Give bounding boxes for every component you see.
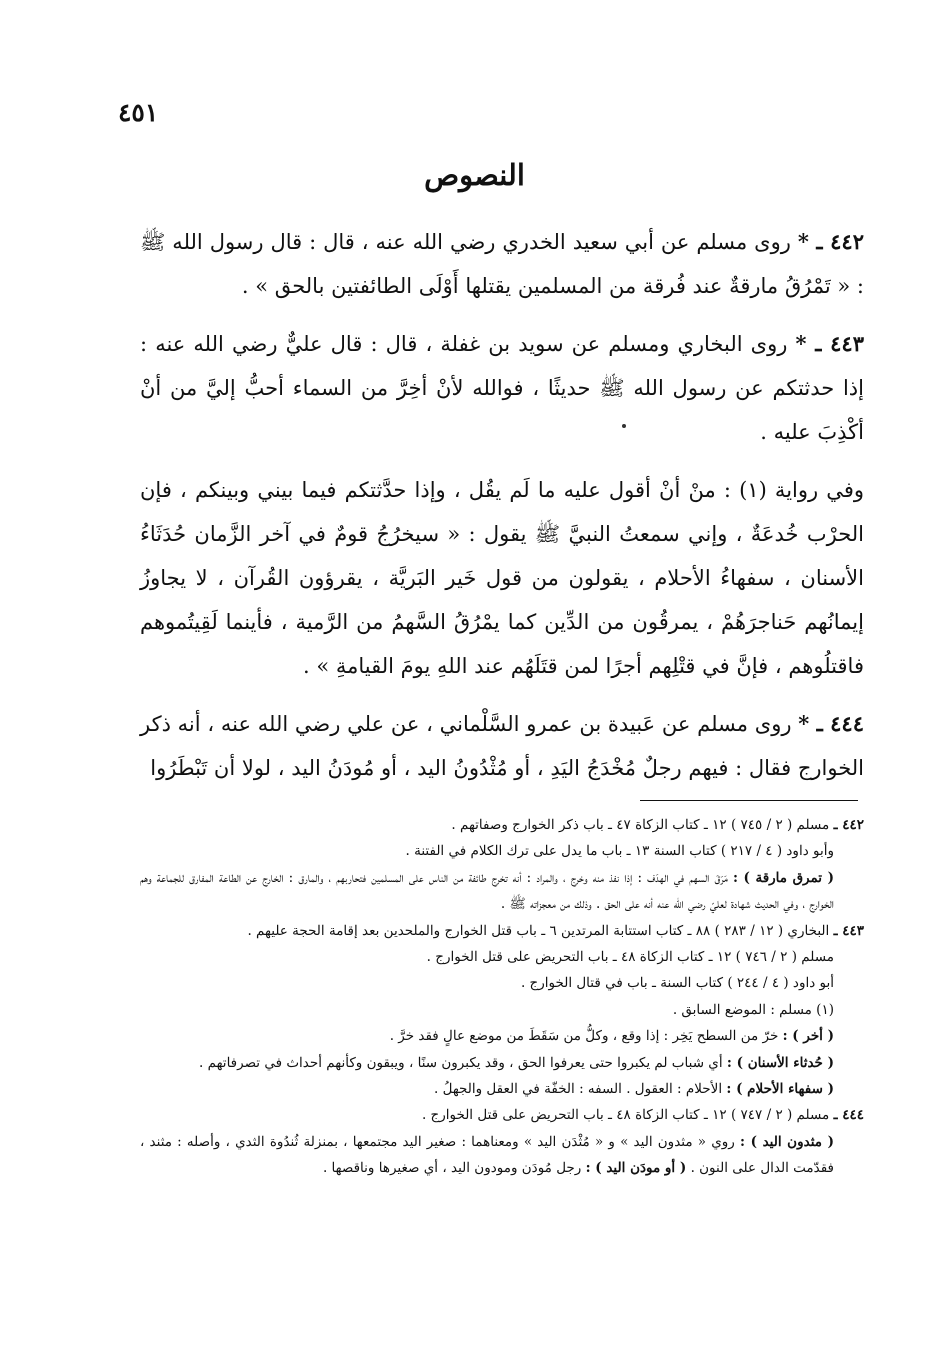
gloss-term: ( حُدثاء الأسنان ) : <box>726 1054 834 1071</box>
gloss-text: روي « مثدون اليد » و « مُثْدَن اليد » ومعناهما : صغير اليد مجتمعها ، بمنزلة ثُندُوة الثدي ، وأصله : مثند ، فقدّمت الدال على النون . <box>140 1133 834 1177</box>
hadith-text: روى مسلم عن عَبيدة بن عمرو السَّلْماني ، عن علي رضي الله عنه ، أنه ذكر الخوارج فقال : فيهم رجلٌ مُخْدَجُ اليَدِ ، أو مُثْدُونُ اليد ، أو مُودَنُ اليد ، لولا أن تَبْطَرُوا <box>140 712 864 780</box>
riwaya-paragraph: وفي رواية (١) : منْ أنْ أقول عليه ما لَم يقُل ، وإذا حدَّثتكم فيما بيني وبينكم ، فإن الحرْب خُدعَةٌ ، وإني سمعتُ النبيَّ ﷺ يقول : « سيخرُجُ قومٌ في آخر الزَّمان حُدَثَاءُ الأسنان ، سفهاءُ الأحلام ، يقولون من قول خَير البَريَّة ، يقرؤون القُرآن ، لا يجاوزُ إيمانُهم حَناجرَهُمْ ، يمرقُون من الدِّين كما يمْرُقُ السَّهمُ من الرَّمية ، فأينما لَقِيتُموهم فاقتلُوهم ، فإنَّ في قتْلِهم أجرًا لمن قتَلَهُم عند اللهِ يومَ القيامةِ » . <box>140 478 864 678</box>
footnote-line <box>140 918 864 944</box>
footnote-number: ٤٤٣ ـ <box>833 922 864 939</box>
footnote-text: مسلم ( ٢ / ٧٤٥ ) ١٢ ـ كتاب الزكاة ٤٧ ـ باب ذكر الخوارج وصفاتهم . <box>451 817 830 833</box>
footnotes <box>140 812 864 1182</box>
hadith-text: روى البخاري ومسلم عن سويد بن غفلة ، قال : قال عليٌّ رضي الله عنه : إذا حدثتكم عن رسول الله ﷺ حديثًا ، فوالله لأنْ أخِرَّ من السماء أحبُّ إليَّ من أنْ أكْذِبَ عليه . <box>140 332 864 444</box>
gloss-term: ( مثدون اليد ) : <box>740 1133 834 1150</box>
footnote-divider <box>640 800 858 801</box>
main-text <box>140 220 864 804</box>
hadith-number: ٤٤٣ ـ * <box>795 331 864 356</box>
footnote-number: ٤٤٢ ـ <box>833 817 864 833</box>
gloss-text: الأحلام : العقول . السفه : الخفّة في العقل والجهلُ . <box>434 1081 723 1098</box>
hadith-number: ٤٤٢ ـ * <box>797 229 864 254</box>
footnote-line: أبو داود ( ٤ / ٢٤٤ ) كتاب السنة ـ باب في قتال الخوارج . <box>520 975 834 992</box>
hadith-444 <box>140 702 864 790</box>
footnote-text: البخاري ( ١٢ / ٢٨٣ ) ٨٨ ـ كتاب استتابة المرتدين ٦ ـ باب قتل الخوارج والملحدين بعد إقامة الحجة عليهم . <box>247 922 830 939</box>
hadith-text: روى مسلم عن أبي سعيد الخدري رضي الله عنه ، قال : قال رسول الله ﷺ : « تَمْرُقُ مارقةٌ عند فُرقة من المسلمين يقتلها أَوْلَى الطائفتين بالحق » . <box>140 230 864 298</box>
gloss-text: أي شباب لم يكبروا حتى يعرفوا الحق ، وقد يكبرون سنًا ، ويبقون وكأنهم أحداث في تصرفاتهم . <box>199 1054 723 1071</box>
footnote-text: مسلم ( ٢ / ٧٤٧ ) ١٢ ـ كتاب الزكاة ٤٨ ـ باب التحريض على قتل الخوارج . <box>421 1107 830 1124</box>
gloss-term: ( أو مودَن اليد ) : <box>585 1160 687 1177</box>
gloss-text: خرّ من السطح يَخِر : إذا وقع ، وكلُّ من سَقَطَ من موضع عالٍ فقد خرَّ . <box>389 1028 779 1045</box>
footnote-line <box>140 1050 864 1076</box>
stray-mark <box>622 424 626 428</box>
footnote-line: (١) مسلم : الموضع السابق . <box>672 1001 834 1018</box>
gloss-term: ( أخر ) : <box>782 1028 834 1045</box>
footnote-line <box>140 1023 864 1049</box>
section-title: النصوص <box>424 158 525 192</box>
footnote-line <box>140 812 864 838</box>
footnote-line <box>140 865 864 918</box>
footnote-line <box>140 1102 864 1128</box>
hadith-443 <box>140 322 864 454</box>
footnote-line <box>140 1076 864 1102</box>
gloss-text: مَرَقَ السهم في الهدَف : إذا نفذ منه وخرج ، والمراد : أنه تخرج طائفة من الناس على المسلمين فتحاربهم ، والمارق : الخارج عن الطاعة المفارق للجماعة وهم الخوارج ، وفي الحديث شهادة لعليّ رضي الله عنه أنه على الحق . وذلك من معجزاته ﷺ . <box>140 869 834 913</box>
gloss-term: ( تمرق مارقة ) : <box>733 869 834 886</box>
gloss-text: رجل مُودَن ومودون اليد ، أي صغيرها وناقصها . <box>322 1160 582 1177</box>
footnote-line: مسلم ( ٢ / ٧٤٦ ) ١٢ ـ كتاب الزكاة ٤٨ ـ باب التحريض على قتل الخوارج . <box>426 949 834 966</box>
footnote-number: ٤٤٤ ـ <box>833 1107 864 1124</box>
hadith-number: ٤٤٤ ـ * <box>798 711 864 736</box>
footnote-line: وأبو داود ( ٤ / ٢١٧ ) كتاب السنة ١٣ ـ باب ما يدل على ترك الكلام في الفتنة . <box>405 843 834 860</box>
gloss-term: ( سفهاء الأحلام ) : <box>726 1081 834 1098</box>
page-number: ٤٥١ <box>118 98 159 127</box>
footnote-line <box>140 1129 864 1182</box>
hadith-442 <box>140 220 864 308</box>
